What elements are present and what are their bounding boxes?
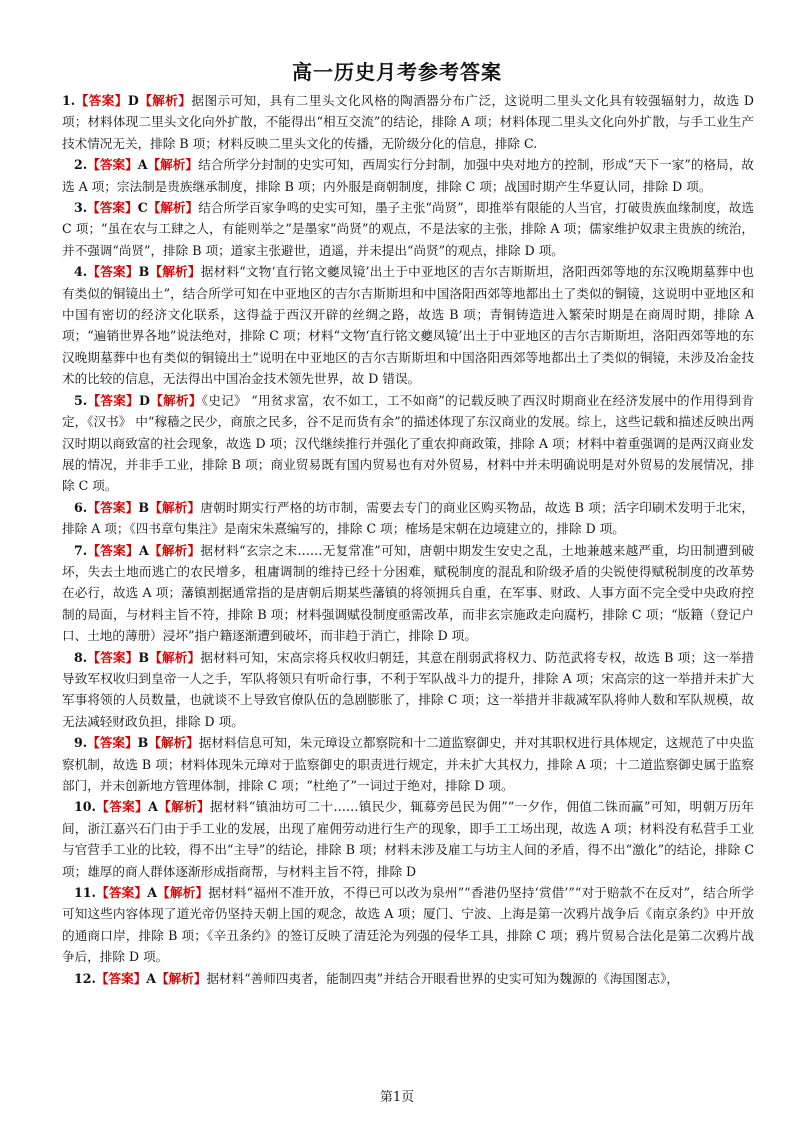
answer-letter: A [138, 542, 149, 558]
answer-item [62, 90, 754, 154]
analysis-tag: 【解析】 [138, 93, 192, 108]
answer-tag: 【答案】 [87, 735, 138, 751]
answer-tag: 【答案】 [95, 799, 149, 815]
analysis-text: 据材料“善师四夷者，能制四夷”并结合开眼看世界的史实可知为魏源的《海国图志》， [206, 970, 679, 986]
question-number: 8. [74, 649, 88, 665]
analysis-text: 据材料“玄宗之末……无复常准”可知，唐朝中期发生安史之乱，土地兼越来越严重，均田制遭到破坏，失去土地而逃亡的农民增多，租庸调制的维持已经十分困难，赋税制度的混乱和阶级矛盾的尖锐使得赋税制度的改革势在必行，故选 A 项；藩镇割据通常指的是唐朝后期某些藩镇的将领拥兵自重，在军事、财政、人事方面不完全受中央政府控制的局面，与材料主旨不符，排除 B 项；材料强调赋役制度亟需改革，而非玄宗施政走向腐朽，排除 C 项；“版籍（登记户口、土地的薄册）浸坏”指户籍逐渐遭到破坏，而非趋于消亡，排除 D 项。 [62, 542, 755, 644]
answer-item [62, 497, 754, 540]
analysis-text: 据材料可知，宋高宗将兵权收归朝廷，其意在削弱武将权力、防范武将专权，故选 B 项；这一举措导致军权收归到皇帝一人之手，军队将领只有听命行事，不利于军队战斗力的提升，排除 A 项；宋高宗的这一举措并未扩大军事将领的人员数量，也就谈不上导致官僚队伍的急剧膨胀了，排除 C 项；这一举措并非裁减军队将帅人数和军队规模，故无法减轻财政负担，排除 D 项。 [62, 649, 755, 729]
analysis-tag: 【解析】 [148, 735, 199, 751]
answer-item [62, 261, 754, 389]
answer-letter: A [146, 970, 157, 986]
answer-tag: 【答案】 [87, 264, 139, 280]
analysis-tag: 【解析】 [148, 542, 201, 558]
answer-tag: 【答案】 [87, 499, 139, 515]
answer-item [62, 647, 754, 733]
analysis-tag: 【解析】 [157, 799, 211, 815]
analysis-text: 《史记》 “用贫求富，农不如工，工不如商”的记载反映了西汉时期商业在经济发展中的作用得到肯定，《汉书》 中“稼穑之民少，商旅之民多，谷不足而货有余”的描述体现了东汉商业的发展。综上，这些记载和描述反映出两汉时期以商致富的社会现象，故选 D 项；汉代继续推行并强化了重农抑商政策，排除 A 项；材料中着重强调的是两汉商业发展的情况，并非手工业，排除 B 项；商业贸易既有国内贸易也有对外贸易，材料中并未明确说明是对外贸易的发展情况，排除 C 项。 [62, 392, 754, 494]
question-number: 12. [74, 970, 96, 986]
question-number: 7. [74, 542, 88, 558]
answer-tag: 【答案】 [87, 392, 139, 408]
question-number: 6. [74, 499, 88, 515]
analysis-tag: 【解析】 [149, 392, 202, 408]
question-number: 10. [74, 799, 96, 815]
analysis-tag: 【解析】 [149, 649, 201, 665]
answer-letter: A [147, 885, 157, 901]
answer-item [62, 796, 754, 882]
question-number: 11. [74, 885, 96, 901]
answer-letter: C [137, 200, 148, 216]
analysis-text: 据材料“文物‘直行铭文夔凤镜’出土于中亚地区的吉尔吉斯斯坦，洛阳西郊等地的东汉晚期墓葬中也有类似的铜镜出土”，结合所学可知在中亚地区的吉尔吉斯斯坦和中国洛阳西郊等地都出土了类似的铜镜，这说明中亚地区和中国有密切的经济文化联系，这得益于西汉开辟的丝绸之路，故选 B 项；青铜铸造进入繁荣时期是在商周时期，排除 A 项；“遍销世界各地”说法绝对，排除 C 项；材料“文物‘直行铭文夔凤镜’出土于中亚地区的吉尔吉斯斯坦，洛阳西郊等地的东汉晚期墓葬中也有类似的铜镜出土”说明在中亚地区的吉尔吉斯斯坦和中国洛阳西郊等地都出土了类似的铜镜，未涉及冶金技术的比较的信息，无法得出中国冶金技术领先世界，故 D 错误。 [62, 264, 755, 387]
answer-list [62, 90, 754, 989]
analysis-tag: 【解析】 [156, 970, 207, 986]
answer-letter: A [148, 799, 158, 815]
analysis-text: 结合所学分封制的史实可知，西周实行分封制，加强中央对地方的控制，形成“天下一家”的格局，故选 A 项；宗法制是贵族继承制度，排除 B 项；内外服是商朝制度，排除 C 项；战国时期产生华夏认同，排除 D 项。 [62, 157, 755, 194]
analysis-text: 据材料信息可知，朱元璋设立都察院和十二道监察御史，并对其职权进行具体规定，这规范了中央监察机制，故选 B 项；材料体现朱元璋对于监察御史的职责进行规定，并未扩大其权力，排除 A 项；十二道监察御史属于监察部门，并未创新地方管理体制，排除 C 项；“杜绝了”一词过于绝对，排除 D 项。 [62, 735, 755, 793]
answer-letter: B [138, 499, 150, 515]
answer-letter: B [137, 735, 149, 751]
analysis-text: 唐朝时期实行严格的坊市制，需要去专门的商业区购买物品，故选 B 项；活字印刷术发明于北宋，排除 A 项；《四书章句集注》是南宋朱熹编写的，排除 C 项；榷场是宋朝在边境建立的，排除 D 项。 [62, 499, 755, 537]
analysis-tag: 【解析】 [147, 200, 199, 216]
answer-tag: 【答案】 [87, 157, 138, 173]
answer-item [62, 390, 754, 497]
analysis-text: 据材料“福州不准开放，不得已可以改为泉州”“香港仍坚持‘赏借’”“对于赔款不在反对”，结合所学可知这些内容体现了道光帝仍坚持天朝上国的观念，故选 A 项；厦门、宁波、上海是第一次鸦片战争后《南京条约》中开放的通商口岸，排除 B 项；《辛丑条约》的签订反映了清廷沦为列强的侵华工具，排除 C 项；鸦片贸易合法化是第二次鸦片战争后，排除 D 项。 [62, 885, 754, 965]
page-number: 第1页 [379, 1090, 415, 1105]
page-title: 高一历史月考参考答案 [292, 60, 502, 84]
question-number: 5. [74, 392, 88, 408]
answer-letter: D [127, 93, 139, 108]
answer-letter: D [138, 392, 150, 408]
question-number: 9. [74, 735, 88, 751]
question-number: 3. [74, 200, 88, 216]
answer-tag: 【答案】 [75, 93, 128, 108]
analysis-text: 据图示可知，具有二里头文化风格的陶酒器分布广泛，这说明二里头文化具有较强辐射力，故选 D 项；材料体现二里头文化向外扩散，不能得出“相互交流”的结论，排除 A 项；材料体现二里头文化向外扩散，与手工业生产技术情况无关，排除 B 项；材料反映二里头文化的传播，无阶级分化的信息，排除 C. [62, 93, 755, 151]
answer-item [62, 154, 754, 197]
analysis-text: 据材料“镇油坊可二十……镇民少，辄募旁邑民为佣”“一夕作，佣值二铢而赢”可知，明朝万历年间，浙江嘉兴石门由于手工业的发展，出现了雇佣劳动进行生产的现象，即手工工场出现，故选 A 项；材料没有私营手工业与官营手工业的比较，得不出“主导”的结论，排除 B 项；材料未涉及雇工与坊主人间的矛盾，得不出“激化”的结论，排除 C 项；雄厚的商人群体逐渐形成指商帮，与材料主旨不符，排除 D [62, 799, 755, 879]
answer-tag: 【答案】 [95, 885, 148, 901]
answer-item [62, 882, 754, 968]
answer-tag: 【答案】 [87, 649, 139, 665]
answer-tag: 【答案】 [87, 200, 138, 216]
answer-letter: A [137, 157, 148, 173]
question-number: 4. [74, 264, 88, 280]
question-number: 2. [74, 157, 88, 173]
analysis-tag: 【解析】 [149, 499, 201, 515]
analysis-text: 结合所学百家争鸣的史实可知，墨子主张“尚贤”，即推举有限能的人当官，打破贵族血缘制度，故选 C 项；“虽在农与工肆之人，有能则举之”是墨家“尚贤”的观点，不是法家的主张，排除 A 项；儒家维护奴隶主贵族的统治，并不强调“尚贤”，排除 B 项；道家主张避世，逍遥，并未提出“尚贤”的观点，排除 D 项。 [62, 200, 754, 258]
answer-letter: B [138, 264, 150, 280]
analysis-tag: 【解析】 [157, 885, 209, 901]
answer-item [62, 197, 754, 261]
answer-tag: 【答案】 [87, 542, 139, 558]
answer-item [62, 732, 754, 796]
analysis-tag: 【解析】 [149, 264, 201, 280]
answer-letter: B [138, 649, 150, 665]
answer-tag: 【答案】 [95, 970, 147, 986]
answer-item [62, 540, 754, 647]
question-number: 1. [62, 93, 76, 108]
answer-item [62, 968, 754, 989]
analysis-tag: 【解析】 [147, 157, 199, 173]
